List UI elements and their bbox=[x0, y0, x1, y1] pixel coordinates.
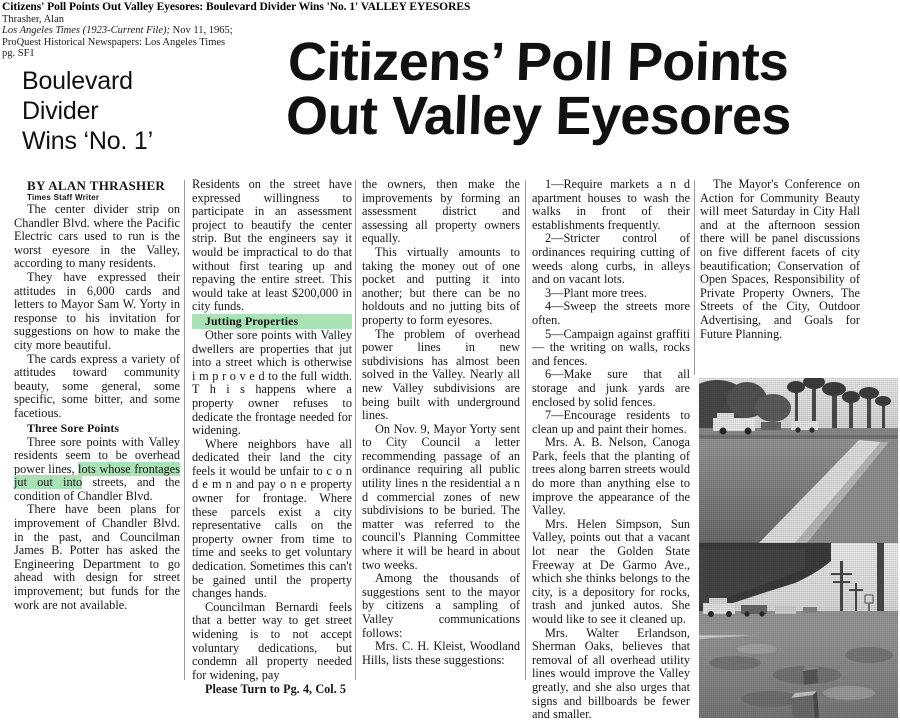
article-column-1 bbox=[14, 178, 180, 612]
paragraph: The center divider strip on Chandler Blvd. where the Pacific Electric cars used to run is the worst eyesore in the Valley, according to many residents. bbox=[14, 202, 180, 271]
subhead-jutting-properties: Jutting Properties bbox=[192, 314, 352, 329]
paragraph-post: streets, and the condition of Chandler Blvd. bbox=[14, 475, 180, 503]
suggestion-item-7: 7—Encourage residents to clean up and paint their homes. bbox=[532, 408, 690, 436]
headline-line-1: Citizens’ Poll Points bbox=[286, 32, 790, 92]
paragraph: This virtually amounts to taking the money out of one pocket and putting it into another; but there can be no holdouts and no jutting bits of property to form eyesores. bbox=[362, 244, 520, 327]
byline-title: Times Staff Writer bbox=[27, 193, 100, 202]
citation-publication-date: Nov 11, 1965; bbox=[170, 25, 233, 37]
article-photo-group bbox=[699, 378, 898, 718]
paragraph: On Nov. 9, Mayor Yorty sent to City Council a letter recommending passage of an ordinance requiring all public utility lines n the residential a n d commercial zones of new subdivisions to be buried. The matter was referred to the council's Planning Committee where it will be heard in about two weeks. bbox=[362, 421, 520, 572]
article-column-3 bbox=[362, 178, 520, 667]
paragraph: Mrs. Helen Simpson, Sun Valley, points out that a vacant lot near the Golden State Freeway at De Garmo Ave., which she thinks belongs to the city, is a depository for rocks, trash and junked autos. She would like to see it cleaned up. bbox=[532, 516, 690, 626]
suggestion-item-3: 3—Plant more trees. bbox=[545, 285, 647, 300]
paragraph: They have expressed their attitudes in 6,000 cards and letters to Mayor Sam W. Yorty in response to his invitation for suggestions on how to make the city more beautiful. bbox=[14, 269, 180, 352]
citation-database: ProQuest Historical Newspapers: Los Angeles Times bbox=[2, 36, 226, 48]
article-column-2 bbox=[192, 178, 352, 697]
byline-author: BY ALAN THRASHER bbox=[27, 178, 166, 193]
citation-publication-title: Los Angeles Times (1923-Current File); bbox=[2, 25, 170, 37]
deck-line-2: Divider bbox=[22, 97, 99, 125]
photo-chandler-blvd-dirt-median bbox=[699, 543, 898, 718]
paragraph: Other sore points with Valley dwellers are properties that jut into a street which is otherwise i m p r o v e d to the full width. T h i s happens where a property owner refuses to dedicate the frontage needed for widening. bbox=[192, 327, 352, 438]
photo-chandler-blvd-median-grass bbox=[699, 378, 898, 543]
paragraph: The problem of overhead power lines in new subdivisions has almost been solved in the Valley. Nearly all new Valley subdivisions are being built with underground lines. bbox=[362, 326, 520, 423]
continuation-line: Please Turn to Pg. 4, Col. 5 bbox=[205, 682, 347, 697]
paragraph: Mrs. Walter Erlandson, Sherman Oaks, believes that removal of all overhead utility lines would improve the Valley greatly, and she also urges that signs and billboards be fewer and smaller. bbox=[532, 625, 690, 722]
article-column-5 bbox=[700, 178, 860, 341]
paragraph: Mrs. C. H. Kleist, Woodland Hills, lists these suggestions: bbox=[362, 639, 520, 667]
suggestion-item-4: 4—Sweep the streets more often. bbox=[532, 299, 690, 327]
paragraph: Councilman Bernardi feels that a better way to get street widening is to not accept voluntary dedications, but condemn all property needed for widening, pay bbox=[192, 599, 352, 682]
paragraph: Among the thousands of suggestions sent to the mayor by citizens a sampling of Valley communications follows: bbox=[362, 571, 520, 640]
suggestion-item-5: 5—Campaign against graffiti — the writing on walls, rocks and fences. bbox=[532, 326, 690, 368]
paragraph: the owners, then make the improvements by forming an assessment district and assessing all property owners equally. bbox=[362, 177, 520, 246]
photo-bottom-grain bbox=[699, 543, 898, 718]
paragraph: Residents on the street have expressed willingness to participate in an assessment project to beautify the center strip. But the engineers say it would be impractical to do that without first tearing up and repaving the entire street. This would take at least $200,000 in city funds. bbox=[192, 177, 352, 314]
subhead-three-sore-points: Three Sore Points bbox=[27, 420, 120, 435]
paragraph: Where neighbors have all dedicated their land the city feels it would be unfair to c o n d e m n and pay o n e property owner for frontage. Where these parcels exist a city representative calls on the property owner from time to time and seeks to get voluntary dedication. Sometimes this can't be gained until the property changes hands. bbox=[192, 436, 352, 601]
suggestion-item-2: 2—Stricter control of ordinances requiring cutting of weeds along curbs, in alleys and on vacant lots. bbox=[532, 231, 690, 287]
citation-page: pg. SF1 bbox=[2, 48, 35, 60]
suggestion-item-6: 6—Make sure that all storage and junk yards are enclosed by solid fences. bbox=[532, 367, 690, 409]
search-highlight: lots whose frontages jut out into bbox=[14, 461, 180, 490]
paragraph-highlighted bbox=[14, 436, 180, 504]
paragraph: The cards express a variety of attitudes toward community beauty, some general, some specific, some bitter, and some facetious. bbox=[14, 351, 180, 420]
deck-line-3: Wins ‘No. 1’ bbox=[22, 127, 153, 155]
article-headline bbox=[285, 34, 889, 144]
photo-top-grain bbox=[699, 378, 898, 543]
suggestion-item-1: 1—Require markets a n d apartment houses to wash the walks in front of their establishments frequently. bbox=[532, 177, 690, 232]
paragraph: Mrs. A. B. Nelson, Canoga Park, feels that the planting of trees along barren streets would do more than anything else to improve the appearance of the Valley. bbox=[532, 435, 690, 518]
paragraph-pre: Three sore points with Valley residents seem to be overhead power lines, bbox=[14, 434, 180, 476]
paragraph: There have been plans for improvement of Chandler Blvd. in the past, and Councilman James B. Potter has asked the Engineering Department to go ahead with design for street improvement; but funds for the work are not available. bbox=[14, 502, 180, 612]
headline-line-2: Out Valley Eyesores bbox=[285, 86, 793, 146]
citation-author: Thrasher, Alan bbox=[2, 13, 64, 25]
paragraph: The Mayor's Conference on Action for Community Beauty will meet Saturday in City Hall and at the afternoon session there will be panel discussions on five different facets of city beautification; Conservation of Open Spaces, Responsibility of Private Property Owners, The Streets of the City, Outdoor Advertising, and Goals for Future Planning. bbox=[700, 177, 860, 341]
deck-line-1: Boulevard bbox=[22, 67, 133, 95]
article-column-4 bbox=[532, 178, 690, 722]
article-deck-headline bbox=[22, 66, 192, 156]
citation-headline: Citizens' Poll Points Out Valley Eyesores: Boulevard Divider Wins 'No. 1' VALLEY EYESORES bbox=[2, 1, 471, 13]
